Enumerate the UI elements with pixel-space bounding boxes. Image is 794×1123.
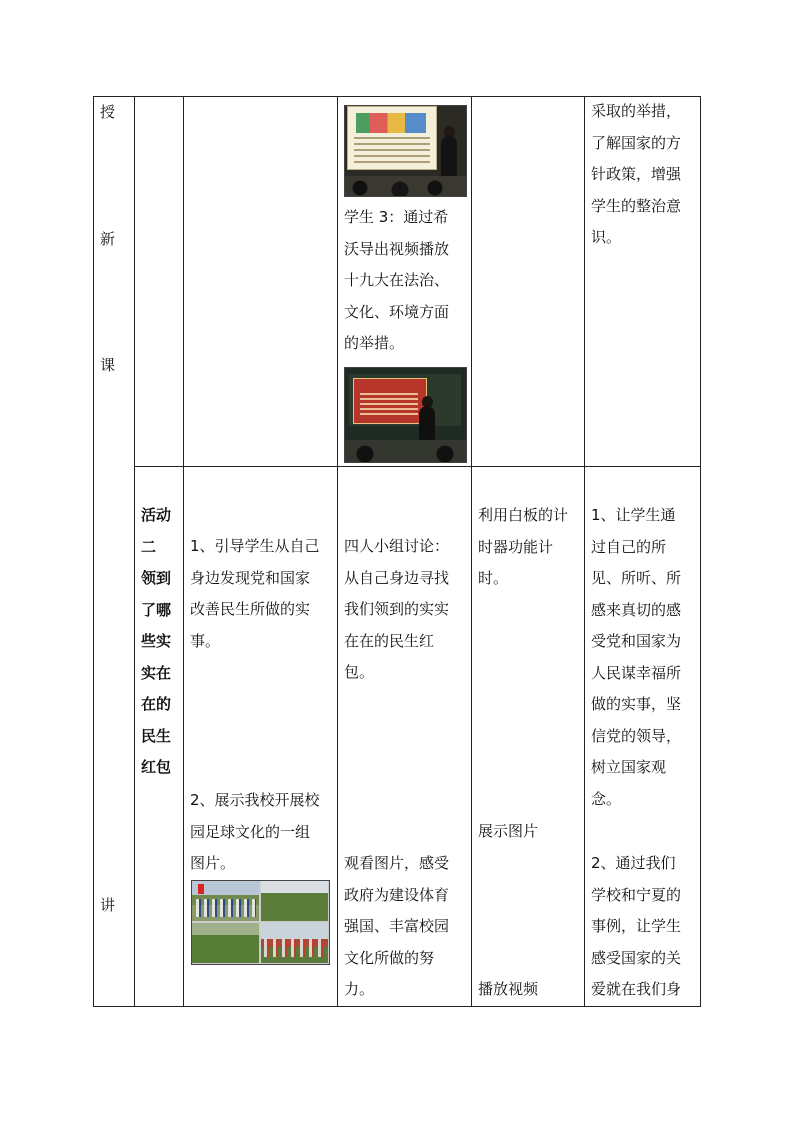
classroom-photo-1 <box>344 105 467 197</box>
activity-title: 活动 二 领到 了哪 些实 实在 在的 民生 红包 <box>141 506 172 776</box>
football-photo-collage <box>191 880 330 965</box>
student3-activity: 学生 3：通过希 沃导出视频播放 十九大在法治、 文化、环境方面 的举措。 <box>344 208 450 352</box>
goal-1: 1、让学生通 过自己的所 见、所听、所 感来真切的感 受党和国家为 人民谋幸福所 做的实事，坚 信党的领导， 树立国家观 念。 <box>591 506 682 808</box>
col-line-1 <box>134 96 135 1007</box>
media-3: 播放视频 <box>478 980 539 998</box>
goal-2: 2、通过我们 学校和宁夏的 事例，让学生 感受国家的关 爱就在我们身 <box>591 854 682 998</box>
student-activity-2: 观看图片，感受 政府为建设体育 强国、丰富校园 文化所做的努 力。 <box>344 854 450 998</box>
classroom-photo-2 <box>344 367 467 463</box>
col-line-5 <box>584 96 585 1007</box>
section-char-2: 新 <box>100 230 116 248</box>
section-char-1: 授 <box>100 103 116 121</box>
section-char-4: 讲 <box>100 896 116 914</box>
row1-goal: 采取的举措， 了解国家的方 针政策，增强 学生的整治意 识。 <box>591 102 682 246</box>
media-1: 利用白板的计 时器功能计 时。 <box>478 506 569 587</box>
row-divider <box>134 466 701 467</box>
col-line-3 <box>337 96 338 1007</box>
student-activity-1: 四人小组讨论： 从自己身边寻找 我们领到的实实 在在的民生红 包。 <box>344 537 450 681</box>
col-line-0 <box>93 96 94 1007</box>
table-bottom-border <box>93 1006 701 1007</box>
media-2: 展示图片 <box>478 822 539 840</box>
teacher-activity-1: 1、引导学生从自己 身边发现党和国家 改善民生所做的实 事。 <box>190 537 320 650</box>
section-char-3: 课 <box>100 356 116 374</box>
teacher-activity-2: 2、展示我校开展校 园足球文化的一组 图片。 <box>190 791 320 872</box>
col-line-6 <box>700 96 701 1007</box>
col-line-2 <box>183 96 184 1007</box>
col-line-4 <box>471 96 472 1007</box>
